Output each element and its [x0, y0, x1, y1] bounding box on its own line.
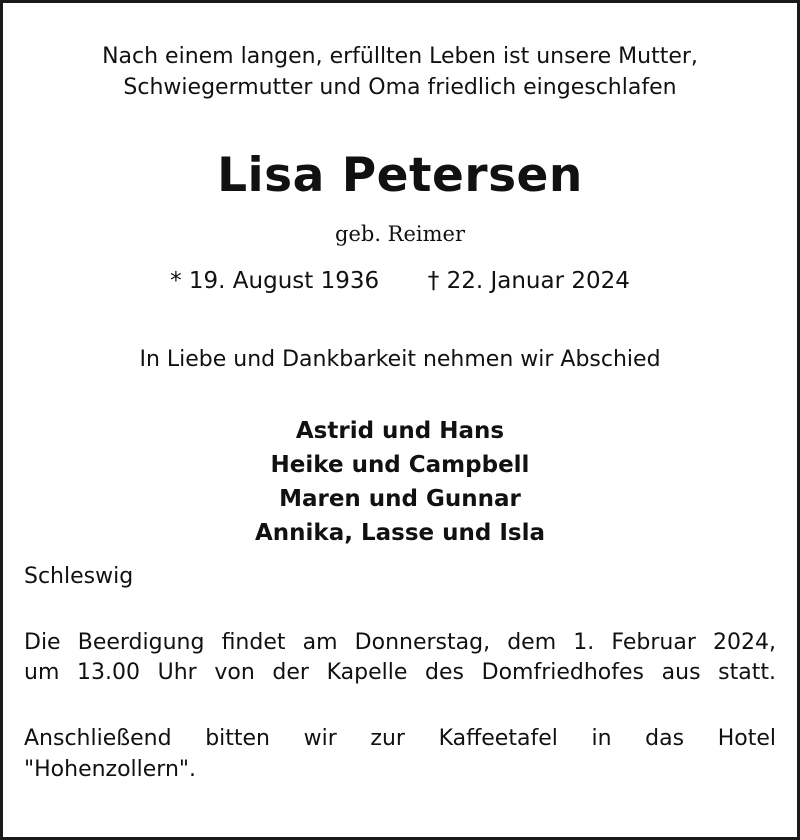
intro-line-1: Nach einem langen, erfüllten Leben ist unsere Mutter,: [102, 44, 698, 69]
birth-name: geb. Reimer: [335, 222, 465, 246]
intro-line-2: Schwiegermutter und Oma friedlich eingeschlafen: [123, 75, 677, 100]
death-date: † 22. Januar 2024: [427, 268, 630, 294]
farewell-text: In Liebe und Dankbarkeit nehmen wir Abschied: [139, 347, 661, 372]
place: Schleswig: [24, 564, 134, 589]
family-member-3: Maren und Gunnar: [279, 486, 521, 512]
birth-date: * 19. August 1936: [170, 268, 380, 294]
family-member-1: Astrid und Hans: [295, 418, 505, 444]
reception-line-1: Anschließend bitten wir zur Kaffeetafel in das Hotel: [24, 726, 776, 751]
deceased-name: Lisa Petersen: [217, 148, 583, 203]
life-dates: [3, 268, 797, 294]
family-member-2: Heike und Campbell: [270, 452, 530, 478]
funeral-line-2: um 13.00 Uhr von der Kapelle des Domfriedhofes aus statt.: [24, 660, 776, 685]
funeral-line-1: Die Beerdigung findet am Donnerstag, dem 1. Februar 2024,: [24, 630, 776, 655]
reception-line-2: "Hohenzollern".: [24, 757, 197, 782]
family-member-4: Annika, Lasse und Isla: [254, 520, 546, 546]
